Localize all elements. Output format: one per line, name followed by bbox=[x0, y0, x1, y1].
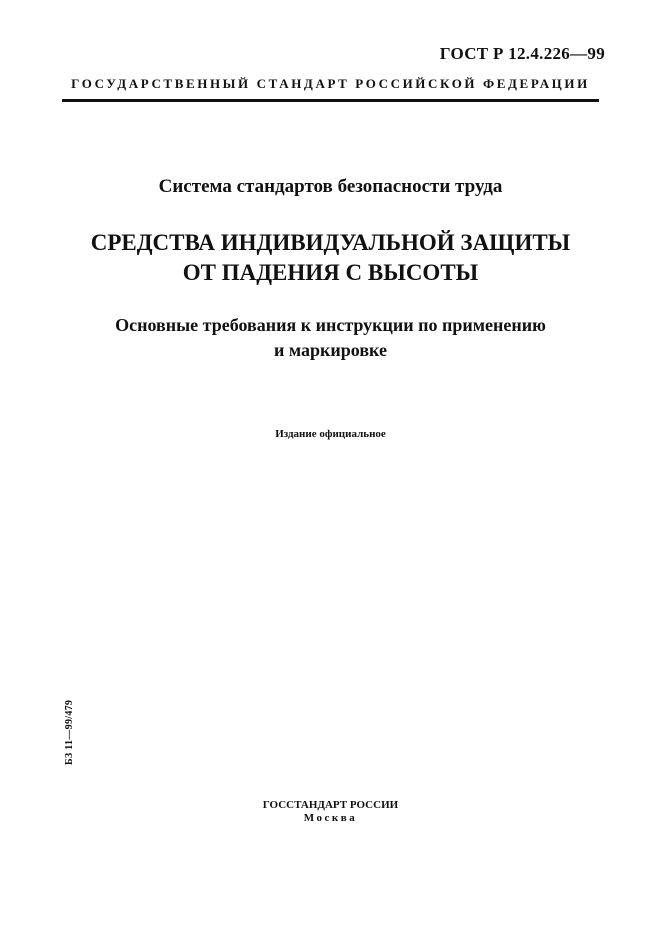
state-standard-heading: ГОСУДАРСТВЕННЫЙ СТАНДАРТ РОССИЙСКОЙ ФЕДЕРАЦИИ bbox=[71, 76, 590, 91]
gost-number: ГОСТ Р 12.4.226—99 bbox=[439, 44, 605, 63]
publisher-city: Москва bbox=[303, 812, 358, 824]
edition-note: Издание официальное bbox=[275, 428, 386, 440]
title-line: ОТ ПАДЕНИЯ С ВЫСОТЫ bbox=[182, 260, 479, 285]
subtitle-line: Основные требования к инструкции по применению bbox=[115, 315, 546, 335]
publisher-name: ГОССТАНДАРТ РОССИИ bbox=[262, 799, 399, 811]
document-subtitle bbox=[0, 313, 661, 363]
subtitle-line: и маркировке bbox=[274, 340, 387, 360]
side-code: БЗ 11—99/479 bbox=[64, 699, 75, 765]
publisher-block bbox=[0, 799, 661, 825]
title-line: СРЕДСТВА ИНДИВИДУАЛЬНОЙ ЗАЩИТЫ bbox=[90, 230, 571, 255]
document-title bbox=[0, 228, 661, 288]
header-rule bbox=[62, 99, 599, 102]
standards-series: Система стандартов безопасности труда bbox=[158, 176, 503, 197]
